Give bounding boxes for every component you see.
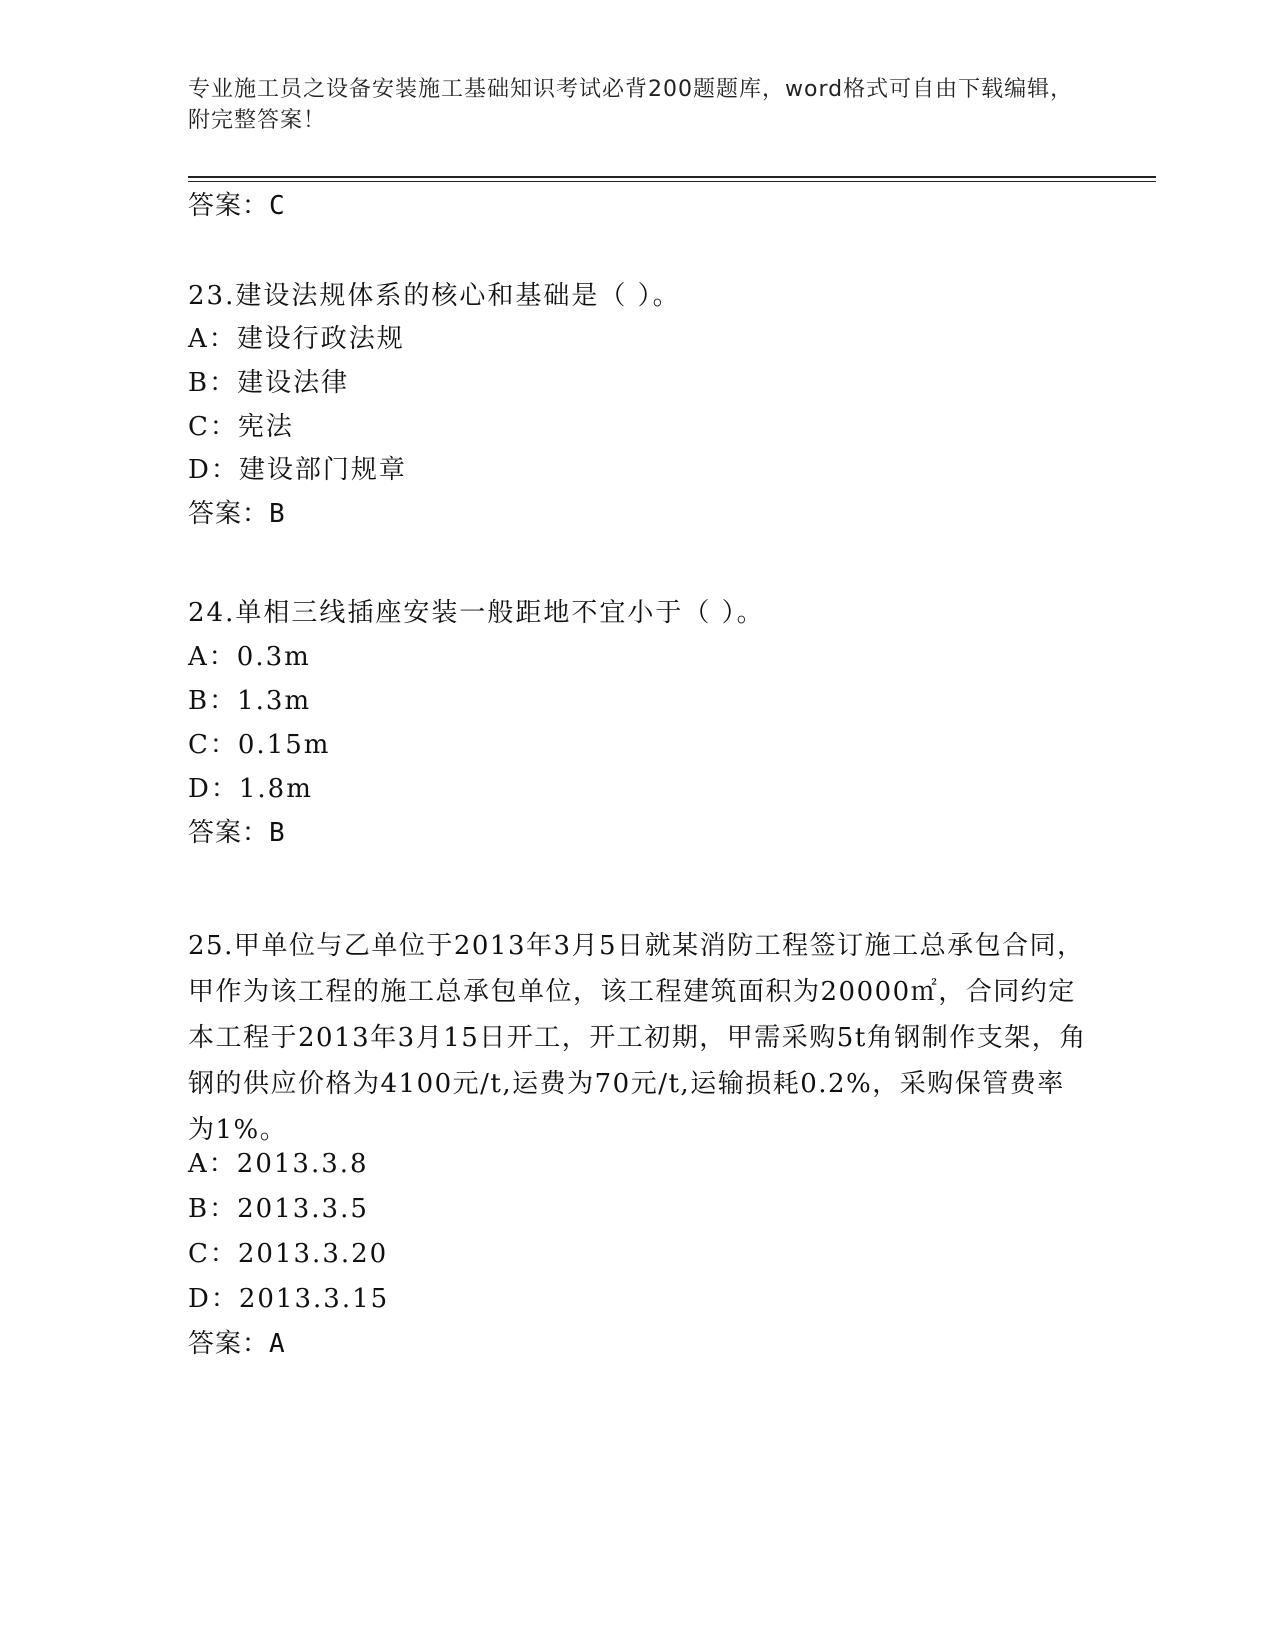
question-25-option-d: D：2013.3.15 [188, 1284, 390, 1314]
question-23-option-b: B：建设法律 [188, 368, 350, 398]
question-24-option-b: B：1.3m [188, 686, 312, 716]
question-24-option-c: C：0.15m [188, 730, 331, 760]
document-header: 专业施工员之设备安装施工基础知识考试必背200题题库，word格式可自由下载编辑，附完整答案！ [188, 77, 1074, 133]
question-23-option-c: C：宪法 [188, 412, 294, 442]
question-24-answer [188, 817, 286, 849]
question-24-option-a: A：0.3m [188, 642, 311, 672]
answer-value: B [269, 499, 286, 529]
question-25-stem: 25.甲单位与乙单位于2013年3月5日就某消防工程签订施工总承包合同，甲作为该工程的施工总承包单位，该工程建筑面积为20000㎡，合同约定本工程于2013年3月15日开工，开工初期，甲需采购5t角钢制作支架，角钢的供应价格为4100元/t,运费为70元/t,运输损耗0.2%，采购保管费率为1%。 [188, 931, 1087, 1145]
answer-value: B [269, 818, 286, 848]
header-rule-thin [188, 181, 1156, 182]
question-25-answer [188, 1328, 286, 1360]
header-rule-thick [188, 176, 1156, 178]
answer-value: C [269, 191, 286, 221]
question-24-option-d: D：1.8m [188, 774, 313, 804]
answer-label: 答案： [188, 191, 270, 221]
answer-label: 答案： [188, 1329, 270, 1359]
answer-prev [188, 190, 286, 222]
answer-label: 答案： [188, 818, 270, 848]
answer-value: A [269, 1329, 286, 1359]
question-23-option-a: A：建设行政法规 [188, 324, 405, 354]
question-23-answer [188, 498, 286, 530]
question-25-option-c: C：2013.3.20 [188, 1239, 389, 1269]
answer-label: 答案： [188, 499, 270, 529]
question-25-option-b: B：2013.3.5 [188, 1194, 369, 1224]
question-24-stem: 24.单相三线插座安装一般距地不宜小于（ ）。 [188, 598, 765, 628]
question-23-stem: 23.建设法规体系的核心和基础是（ ）。 [188, 281, 681, 311]
question-25-option-a: A：2013.3.8 [188, 1149, 369, 1179]
question-23-option-d: D：建设部门规章 [188, 455, 407, 485]
